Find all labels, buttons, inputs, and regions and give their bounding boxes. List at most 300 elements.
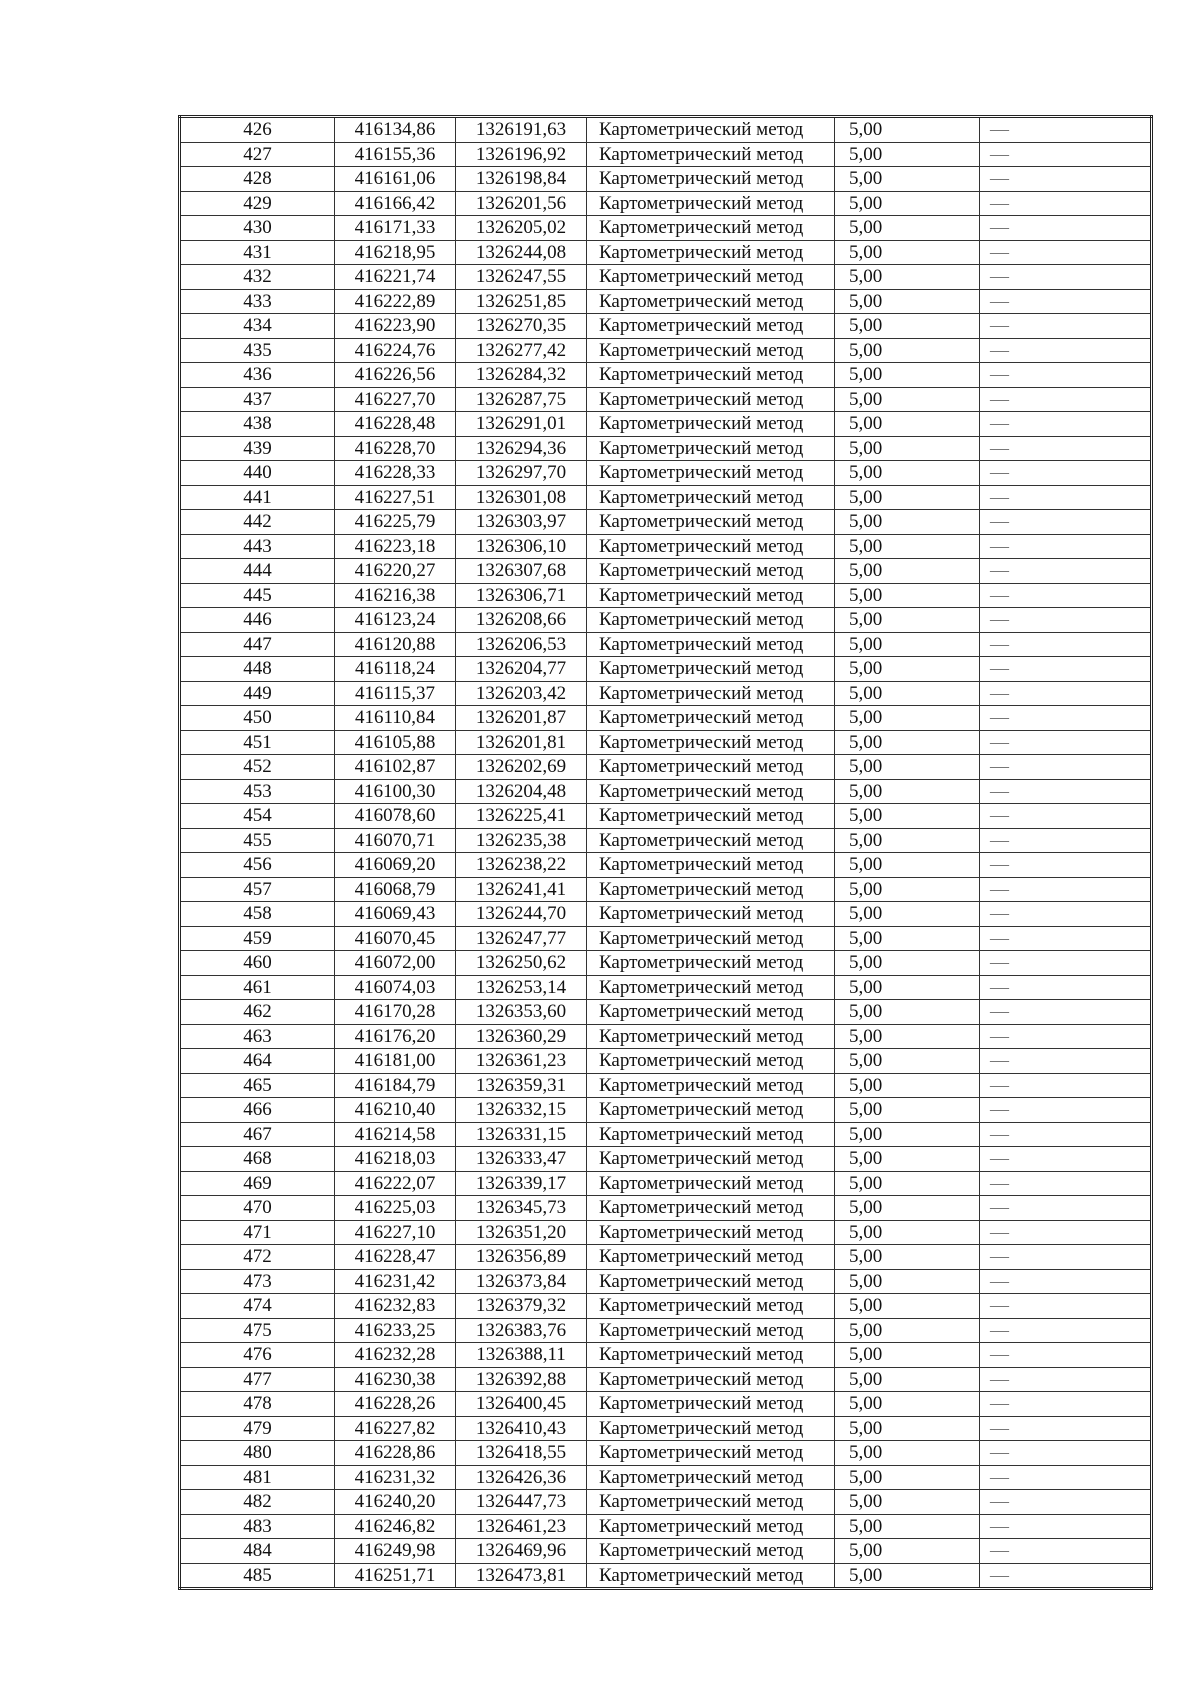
method-cell: Картометрический метод bbox=[587, 117, 835, 143]
note-cell: — bbox=[980, 559, 1152, 584]
error-value-cell: 5,00 bbox=[835, 706, 980, 731]
y-coordinate-cell: 1326251,85 bbox=[456, 289, 587, 314]
x-coordinate-cell: 416176,20 bbox=[335, 1024, 456, 1049]
error-value-cell: 5,00 bbox=[835, 1269, 980, 1294]
y-coordinate-cell: 1326388,11 bbox=[456, 1343, 587, 1368]
y-coordinate-cell: 1326208,66 bbox=[456, 608, 587, 633]
error-value-cell: 5,00 bbox=[835, 853, 980, 878]
y-coordinate-cell: 1326301,08 bbox=[456, 485, 587, 510]
y-coordinate-cell: 1326287,75 bbox=[456, 387, 587, 412]
point-number-cell: 466 bbox=[180, 1098, 335, 1123]
point-number-cell: 441 bbox=[180, 485, 335, 510]
point-number-cell: 483 bbox=[180, 1514, 335, 1539]
note-cell: — bbox=[980, 265, 1152, 290]
note-cell: — bbox=[980, 926, 1152, 951]
point-number-cell: 465 bbox=[180, 1073, 335, 1098]
method-cell: Картометрический метод bbox=[587, 1147, 835, 1172]
y-coordinate-cell: 1326201,87 bbox=[456, 706, 587, 731]
note-cell: — bbox=[980, 412, 1152, 437]
note-cell: — bbox=[980, 1441, 1152, 1466]
x-coordinate-cell: 416240,20 bbox=[335, 1490, 456, 1515]
point-number-cell: 439 bbox=[180, 436, 335, 461]
note-cell: — bbox=[980, 289, 1152, 314]
point-number-cell: 468 bbox=[180, 1147, 335, 1172]
error-value-cell: 5,00 bbox=[835, 1098, 980, 1123]
point-number-cell: 435 bbox=[180, 338, 335, 363]
y-coordinate-cell: 1326202,69 bbox=[456, 755, 587, 780]
table-row bbox=[180, 1367, 1152, 1392]
table-row bbox=[180, 510, 1152, 535]
y-coordinate-cell: 1326297,70 bbox=[456, 461, 587, 486]
note-cell: — bbox=[980, 1392, 1152, 1417]
note-cell: — bbox=[980, 1343, 1152, 1368]
error-value-cell: 5,00 bbox=[835, 1245, 980, 1270]
y-coordinate-cell: 1326339,17 bbox=[456, 1171, 587, 1196]
y-coordinate-cell: 1326469,96 bbox=[456, 1539, 587, 1564]
error-value-cell: 5,00 bbox=[835, 117, 980, 143]
point-number-cell: 482 bbox=[180, 1490, 335, 1515]
table-row bbox=[180, 1318, 1152, 1343]
note-cell: — bbox=[980, 363, 1152, 388]
method-cell: Картометрический метод bbox=[587, 1245, 835, 1270]
error-value-cell: 5,00 bbox=[835, 975, 980, 1000]
error-value-cell: 5,00 bbox=[835, 1539, 980, 1564]
y-coordinate-cell: 1326225,41 bbox=[456, 804, 587, 829]
y-coordinate-cell: 1326201,56 bbox=[456, 191, 587, 216]
coordinates-table-body bbox=[180, 117, 1152, 1589]
table-row bbox=[180, 1343, 1152, 1368]
y-coordinate-cell: 1326204,77 bbox=[456, 657, 587, 682]
method-cell: Картометрический метод bbox=[587, 1171, 835, 1196]
x-coordinate-cell: 416223,90 bbox=[335, 314, 456, 339]
error-value-cell: 5,00 bbox=[835, 1000, 980, 1025]
point-number-cell: 427 bbox=[180, 142, 335, 167]
x-coordinate-cell: 416251,71 bbox=[335, 1563, 456, 1589]
method-cell: Картометрический метод bbox=[587, 1465, 835, 1490]
error-value-cell: 5,00 bbox=[835, 1049, 980, 1074]
x-coordinate-cell: 416228,48 bbox=[335, 412, 456, 437]
note-cell: — bbox=[980, 1171, 1152, 1196]
table-row bbox=[180, 608, 1152, 633]
note-cell: — bbox=[980, 117, 1152, 143]
method-cell: Картометрический метод bbox=[587, 902, 835, 927]
method-cell: Картометрический метод bbox=[587, 1294, 835, 1319]
point-number-cell: 469 bbox=[180, 1171, 335, 1196]
x-coordinate-cell: 416072,00 bbox=[335, 951, 456, 976]
table-row bbox=[180, 191, 1152, 216]
y-coordinate-cell: 1326332,15 bbox=[456, 1098, 587, 1123]
method-cell: Картометрический метод bbox=[587, 436, 835, 461]
y-coordinate-cell: 1326253,14 bbox=[456, 975, 587, 1000]
error-value-cell: 5,00 bbox=[835, 191, 980, 216]
note-cell: — bbox=[980, 1024, 1152, 1049]
y-coordinate-cell: 1326270,35 bbox=[456, 314, 587, 339]
point-number-cell: 440 bbox=[180, 461, 335, 486]
note-cell: — bbox=[980, 167, 1152, 192]
x-coordinate-cell: 416232,28 bbox=[335, 1343, 456, 1368]
y-coordinate-cell: 1326473,81 bbox=[456, 1563, 587, 1589]
x-coordinate-cell: 416068,79 bbox=[335, 877, 456, 902]
note-cell: — bbox=[980, 1416, 1152, 1441]
x-coordinate-cell: 416228,70 bbox=[335, 436, 456, 461]
table-row bbox=[180, 1171, 1152, 1196]
y-coordinate-cell: 1326201,81 bbox=[456, 730, 587, 755]
y-coordinate-cell: 1326426,36 bbox=[456, 1465, 587, 1490]
method-cell: Картометрический метод bbox=[587, 1343, 835, 1368]
table-row bbox=[180, 485, 1152, 510]
y-coordinate-cell: 1326333,47 bbox=[456, 1147, 587, 1172]
error-value-cell: 5,00 bbox=[835, 681, 980, 706]
x-coordinate-cell: 416105,88 bbox=[335, 730, 456, 755]
method-cell: Картометрический метод bbox=[587, 583, 835, 608]
note-cell: — bbox=[980, 975, 1152, 1000]
method-cell: Картометрический метод bbox=[587, 289, 835, 314]
table-row bbox=[180, 877, 1152, 902]
table-row bbox=[180, 289, 1152, 314]
point-number-cell: 443 bbox=[180, 534, 335, 559]
error-value-cell: 5,00 bbox=[835, 902, 980, 927]
note-cell: — bbox=[980, 1318, 1152, 1343]
point-number-cell: 431 bbox=[180, 240, 335, 265]
point-number-cell: 467 bbox=[180, 1122, 335, 1147]
y-coordinate-cell: 1326353,60 bbox=[456, 1000, 587, 1025]
y-coordinate-cell: 1326204,48 bbox=[456, 779, 587, 804]
method-cell: Картометрический метод bbox=[587, 1098, 835, 1123]
error-value-cell: 5,00 bbox=[835, 1514, 980, 1539]
point-number-cell: 474 bbox=[180, 1294, 335, 1319]
note-cell: — bbox=[980, 1294, 1152, 1319]
method-cell: Картометрический метод bbox=[587, 926, 835, 951]
point-number-cell: 460 bbox=[180, 951, 335, 976]
x-coordinate-cell: 416218,03 bbox=[335, 1147, 456, 1172]
method-cell: Картометрический метод bbox=[587, 1392, 835, 1417]
x-coordinate-cell: 416230,38 bbox=[335, 1367, 456, 1392]
x-coordinate-cell: 416222,07 bbox=[335, 1171, 456, 1196]
x-coordinate-cell: 416166,42 bbox=[335, 191, 456, 216]
x-coordinate-cell: 416222,89 bbox=[335, 289, 456, 314]
x-coordinate-cell: 416070,71 bbox=[335, 828, 456, 853]
error-value-cell: 5,00 bbox=[835, 632, 980, 657]
x-coordinate-cell: 416102,87 bbox=[335, 755, 456, 780]
error-value-cell: 5,00 bbox=[835, 314, 980, 339]
note-cell: — bbox=[980, 338, 1152, 363]
table-row bbox=[180, 412, 1152, 437]
x-coordinate-cell: 416231,42 bbox=[335, 1269, 456, 1294]
x-coordinate-cell: 416232,83 bbox=[335, 1294, 456, 1319]
table-row bbox=[180, 338, 1152, 363]
x-coordinate-cell: 416134,86 bbox=[335, 117, 456, 143]
note-cell: — bbox=[980, 1220, 1152, 1245]
method-cell: Картометрический метод bbox=[587, 314, 835, 339]
x-coordinate-cell: 416225,79 bbox=[335, 510, 456, 535]
error-value-cell: 5,00 bbox=[835, 1490, 980, 1515]
table-row bbox=[180, 1000, 1152, 1025]
error-value-cell: 5,00 bbox=[835, 216, 980, 241]
note-cell: — bbox=[980, 387, 1152, 412]
error-value-cell: 5,00 bbox=[835, 804, 980, 829]
method-cell: Картометрический метод bbox=[587, 1539, 835, 1564]
y-coordinate-cell: 1326203,42 bbox=[456, 681, 587, 706]
table-row bbox=[180, 926, 1152, 951]
x-coordinate-cell: 416100,30 bbox=[335, 779, 456, 804]
method-cell: Картометрический метод bbox=[587, 779, 835, 804]
table-row bbox=[180, 1073, 1152, 1098]
point-number-cell: 442 bbox=[180, 510, 335, 535]
error-value-cell: 5,00 bbox=[835, 412, 980, 437]
table-row bbox=[180, 216, 1152, 241]
note-cell: — bbox=[980, 951, 1152, 976]
point-number-cell: 445 bbox=[180, 583, 335, 608]
point-number-cell: 449 bbox=[180, 681, 335, 706]
note-cell: — bbox=[980, 1245, 1152, 1270]
table-row bbox=[180, 436, 1152, 461]
y-coordinate-cell: 1326418,55 bbox=[456, 1441, 587, 1466]
x-coordinate-cell: 416225,03 bbox=[335, 1196, 456, 1221]
y-coordinate-cell: 1326206,53 bbox=[456, 632, 587, 657]
y-coordinate-cell: 1326247,77 bbox=[456, 926, 587, 951]
point-number-cell: 455 bbox=[180, 828, 335, 853]
note-cell: — bbox=[980, 510, 1152, 535]
table-row bbox=[180, 1539, 1152, 1564]
x-coordinate-cell: 416181,00 bbox=[335, 1049, 456, 1074]
note-cell: — bbox=[980, 902, 1152, 927]
error-value-cell: 5,00 bbox=[835, 779, 980, 804]
point-number-cell: 436 bbox=[180, 363, 335, 388]
note-cell: — bbox=[980, 755, 1152, 780]
method-cell: Картометрический метод bbox=[587, 142, 835, 167]
x-coordinate-cell: 416110,84 bbox=[335, 706, 456, 731]
method-cell: Картометрический метод bbox=[587, 1196, 835, 1221]
note-cell: — bbox=[980, 779, 1152, 804]
point-number-cell: 485 bbox=[180, 1563, 335, 1589]
note-cell: — bbox=[980, 1196, 1152, 1221]
note-cell: — bbox=[980, 1269, 1152, 1294]
x-coordinate-cell: 416184,79 bbox=[335, 1073, 456, 1098]
table-row bbox=[180, 314, 1152, 339]
method-cell: Картометрический метод bbox=[587, 1269, 835, 1294]
x-coordinate-cell: 416228,47 bbox=[335, 1245, 456, 1270]
point-number-cell: 475 bbox=[180, 1318, 335, 1343]
point-number-cell: 433 bbox=[180, 289, 335, 314]
error-value-cell: 5,00 bbox=[835, 755, 980, 780]
note-cell: — bbox=[980, 657, 1152, 682]
error-value-cell: 5,00 bbox=[835, 338, 980, 363]
table-row bbox=[180, 559, 1152, 584]
error-value-cell: 5,00 bbox=[835, 1220, 980, 1245]
note-cell: — bbox=[980, 1563, 1152, 1589]
table-row bbox=[180, 706, 1152, 731]
x-coordinate-cell: 416214,58 bbox=[335, 1122, 456, 1147]
table-row bbox=[180, 902, 1152, 927]
method-cell: Картометрический метод bbox=[587, 730, 835, 755]
x-coordinate-cell: 416249,98 bbox=[335, 1539, 456, 1564]
error-value-cell: 5,00 bbox=[835, 1392, 980, 1417]
table-row bbox=[180, 730, 1152, 755]
method-cell: Картометрический метод bbox=[587, 828, 835, 853]
error-value-cell: 5,00 bbox=[835, 583, 980, 608]
x-coordinate-cell: 416069,20 bbox=[335, 853, 456, 878]
method-cell: Картометрический метод bbox=[587, 1441, 835, 1466]
table-row bbox=[180, 1245, 1152, 1270]
error-value-cell: 5,00 bbox=[835, 1147, 980, 1172]
table-row bbox=[180, 461, 1152, 486]
method-cell: Картометрический метод bbox=[587, 657, 835, 682]
note-cell: — bbox=[980, 1539, 1152, 1564]
note-cell: — bbox=[980, 1073, 1152, 1098]
table-row bbox=[180, 1563, 1152, 1589]
error-value-cell: 5,00 bbox=[835, 485, 980, 510]
method-cell: Картометрический метод bbox=[587, 975, 835, 1000]
point-number-cell: 450 bbox=[180, 706, 335, 731]
y-coordinate-cell: 1326284,32 bbox=[456, 363, 587, 388]
method-cell: Картометрический метод bbox=[587, 265, 835, 290]
point-number-cell: 452 bbox=[180, 755, 335, 780]
table-row bbox=[180, 1269, 1152, 1294]
table-row bbox=[180, 265, 1152, 290]
table-row bbox=[180, 1294, 1152, 1319]
error-value-cell: 5,00 bbox=[835, 1024, 980, 1049]
x-coordinate-cell: 416069,43 bbox=[335, 902, 456, 927]
method-cell: Картометрический метод bbox=[587, 804, 835, 829]
note-cell: — bbox=[980, 828, 1152, 853]
error-value-cell: 5,00 bbox=[835, 1171, 980, 1196]
error-value-cell: 5,00 bbox=[835, 1196, 980, 1221]
table-row bbox=[180, 142, 1152, 167]
point-number-cell: 428 bbox=[180, 167, 335, 192]
method-cell: Картометрический метод bbox=[587, 485, 835, 510]
y-coordinate-cell: 1326361,23 bbox=[456, 1049, 587, 1074]
point-number-cell: 461 bbox=[180, 975, 335, 1000]
table-row bbox=[180, 632, 1152, 657]
method-cell: Картометрический метод bbox=[587, 681, 835, 706]
note-cell: — bbox=[980, 804, 1152, 829]
y-coordinate-cell: 1326277,42 bbox=[456, 338, 587, 363]
point-number-cell: 444 bbox=[180, 559, 335, 584]
point-number-cell: 470 bbox=[180, 1196, 335, 1221]
error-value-cell: 5,00 bbox=[835, 608, 980, 633]
table-row bbox=[180, 657, 1152, 682]
x-coordinate-cell: 416223,18 bbox=[335, 534, 456, 559]
table-row bbox=[180, 828, 1152, 853]
method-cell: Картометрический метод bbox=[587, 412, 835, 437]
y-coordinate-cell: 1326244,70 bbox=[456, 902, 587, 927]
table-row bbox=[180, 1196, 1152, 1221]
x-coordinate-cell: 416224,76 bbox=[335, 338, 456, 363]
method-cell: Картометрический метод bbox=[587, 1318, 835, 1343]
point-number-cell: 451 bbox=[180, 730, 335, 755]
method-cell: Картометрический метод bbox=[587, 216, 835, 241]
note-cell: — bbox=[980, 191, 1152, 216]
y-coordinate-cell: 1326291,01 bbox=[456, 412, 587, 437]
table-row bbox=[180, 583, 1152, 608]
x-coordinate-cell: 416221,74 bbox=[335, 265, 456, 290]
y-coordinate-cell: 1326345,73 bbox=[456, 1196, 587, 1221]
point-number-cell: 434 bbox=[180, 314, 335, 339]
method-cell: Картометрический метод bbox=[587, 1000, 835, 1025]
method-cell: Картометрический метод bbox=[587, 363, 835, 388]
table-row bbox=[180, 534, 1152, 559]
y-coordinate-cell: 1326238,22 bbox=[456, 853, 587, 878]
point-number-cell: 462 bbox=[180, 1000, 335, 1025]
y-coordinate-cell: 1326196,92 bbox=[456, 142, 587, 167]
x-coordinate-cell: 416233,25 bbox=[335, 1318, 456, 1343]
x-coordinate-cell: 416220,27 bbox=[335, 559, 456, 584]
x-coordinate-cell: 416227,82 bbox=[335, 1416, 456, 1441]
note-cell: — bbox=[980, 1490, 1152, 1515]
error-value-cell: 5,00 bbox=[835, 1416, 980, 1441]
table-row bbox=[180, 1024, 1152, 1049]
x-coordinate-cell: 416216,38 bbox=[335, 583, 456, 608]
method-cell: Картометрический метод bbox=[587, 608, 835, 633]
point-number-cell: 454 bbox=[180, 804, 335, 829]
y-coordinate-cell: 1326205,02 bbox=[456, 216, 587, 241]
table-row bbox=[180, 363, 1152, 388]
table-row bbox=[180, 951, 1152, 976]
method-cell: Картометрический метод bbox=[587, 755, 835, 780]
note-cell: — bbox=[980, 1367, 1152, 1392]
x-coordinate-cell: 416074,03 bbox=[335, 975, 456, 1000]
note-cell: — bbox=[980, 142, 1152, 167]
table-row bbox=[180, 804, 1152, 829]
note-cell: — bbox=[980, 1122, 1152, 1147]
note-cell: — bbox=[980, 485, 1152, 510]
point-number-cell: 476 bbox=[180, 1343, 335, 1368]
coordinates-table bbox=[178, 115, 1153, 1590]
note-cell: — bbox=[980, 461, 1152, 486]
x-coordinate-cell: 416227,51 bbox=[335, 485, 456, 510]
point-number-cell: 432 bbox=[180, 265, 335, 290]
note-cell: — bbox=[980, 608, 1152, 633]
y-coordinate-cell: 1326198,84 bbox=[456, 167, 587, 192]
y-coordinate-cell: 1326392,88 bbox=[456, 1367, 587, 1392]
x-coordinate-cell: 416218,95 bbox=[335, 240, 456, 265]
point-number-cell: 478 bbox=[180, 1392, 335, 1417]
error-value-cell: 5,00 bbox=[835, 1367, 980, 1392]
y-coordinate-cell: 1326360,29 bbox=[456, 1024, 587, 1049]
table-row bbox=[180, 387, 1152, 412]
note-cell: — bbox=[980, 681, 1152, 706]
method-cell: Картометрический метод bbox=[587, 534, 835, 559]
y-coordinate-cell: 1326351,20 bbox=[456, 1220, 587, 1245]
note-cell: — bbox=[980, 534, 1152, 559]
point-number-cell: 481 bbox=[180, 1465, 335, 1490]
x-coordinate-cell: 416227,70 bbox=[335, 387, 456, 412]
error-value-cell: 5,00 bbox=[835, 436, 980, 461]
table-row bbox=[180, 1490, 1152, 1515]
table-row bbox=[180, 167, 1152, 192]
method-cell: Картометрический метод bbox=[587, 240, 835, 265]
error-value-cell: 5,00 bbox=[835, 1073, 980, 1098]
method-cell: Картометрический метод bbox=[587, 1416, 835, 1441]
table-row bbox=[180, 1220, 1152, 1245]
y-coordinate-cell: 1326244,08 bbox=[456, 240, 587, 265]
table-row bbox=[180, 117, 1152, 143]
table-row bbox=[180, 1122, 1152, 1147]
note-cell: — bbox=[980, 216, 1152, 241]
y-coordinate-cell: 1326359,31 bbox=[456, 1073, 587, 1098]
x-coordinate-cell: 416227,10 bbox=[335, 1220, 456, 1245]
y-coordinate-cell: 1326247,55 bbox=[456, 265, 587, 290]
method-cell: Картометрический метод bbox=[587, 951, 835, 976]
method-cell: Картометрический метод bbox=[587, 1367, 835, 1392]
x-coordinate-cell: 416226,56 bbox=[335, 363, 456, 388]
error-value-cell: 5,00 bbox=[835, 951, 980, 976]
point-number-cell: 463 bbox=[180, 1024, 335, 1049]
x-coordinate-cell: 416123,24 bbox=[335, 608, 456, 633]
method-cell: Картометрический метод bbox=[587, 1514, 835, 1539]
point-number-cell: 473 bbox=[180, 1269, 335, 1294]
method-cell: Картометрический метод bbox=[587, 191, 835, 216]
